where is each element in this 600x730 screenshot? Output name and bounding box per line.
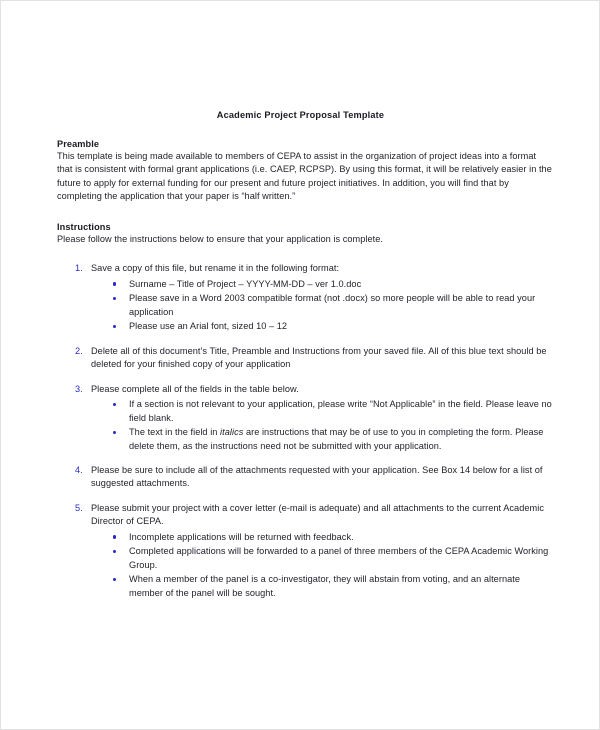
list-item-text: Please be sure to include all of the attachments requested with your application. See Box 14 below for a list of suggested attachments. xyxy=(91,464,543,489)
bullet-icon xyxy=(113,297,116,300)
list-item xyxy=(91,398,552,425)
list-item xyxy=(91,573,552,600)
instructions-lede: Please follow the instructions below to ensure that your application is complete. xyxy=(57,233,383,244)
bullet-text: When a member of the panel is a co-investigator, they will abstain from voting, and an alternate member of the panel will be sought. xyxy=(129,574,521,598)
document-body xyxy=(1,1,599,600)
list-item-number: 5. xyxy=(75,502,83,513)
bullet-icon xyxy=(113,431,116,434)
bullet-icon xyxy=(113,578,116,581)
section-spacer xyxy=(57,204,552,222)
list-item xyxy=(57,502,552,600)
list-item xyxy=(57,262,552,333)
bullet-text: Completed applications will be forwarded to a panel of three members of the CEPA Academic Working Group. xyxy=(129,546,549,570)
list-item xyxy=(91,426,552,453)
list-item-text: Save a copy of this file, but rename it in the following format: xyxy=(91,263,340,274)
bullet-text: Incomplete applications will be returned with feedback. xyxy=(129,531,354,542)
list-item xyxy=(57,383,552,453)
preamble-body: This template is being made available to members of CEPA to assist in the organization of project ideas into a format that is consistent with formal grant applications (i.e. CAEP, RCPSP). By using this format, it will be relatively easier in the future to apply for external funding for our present and future project initiatives. In addition, you will find that by completing the application that your paper is “half written.” xyxy=(57,151,552,202)
list-item xyxy=(91,292,552,319)
list-item xyxy=(91,531,552,544)
sub-bullet-list xyxy=(91,531,552,600)
list-item xyxy=(91,278,552,291)
sub-bullet-list xyxy=(91,398,552,453)
bullet-icon xyxy=(113,535,116,538)
instructions-heading: Instructions xyxy=(57,221,111,232)
bullet-text-prefix: The text in the field in xyxy=(129,427,221,438)
bullet-icon xyxy=(113,282,116,285)
bullet-icon xyxy=(113,325,116,328)
list-item xyxy=(57,464,552,491)
page-title: Academic Project Proposal Template xyxy=(216,110,385,120)
instructions-list xyxy=(57,262,552,600)
list-item-number: 2. xyxy=(75,345,83,356)
sub-bullet-list xyxy=(91,278,552,334)
bullet-icon xyxy=(113,403,116,406)
bullet-text: Please save in a Word 2003 compatible format (not .docx) so more people will be able to read your application xyxy=(129,293,536,317)
preamble-section xyxy=(57,139,552,204)
list-item xyxy=(57,345,552,372)
bullet-text-emphasis: italics xyxy=(220,427,244,438)
preamble-heading: Preamble xyxy=(57,139,100,149)
list-item-text: Please complete all of the fields in the table below. xyxy=(91,383,299,394)
bullet-text: Surname – Title of Project – YYYY-MM-DD – ver 1.0.doc xyxy=(129,278,362,289)
list-item-number: 1. xyxy=(75,263,83,274)
list-item-text: Delete all of this document’s Title, Preamble and Instructions from your saved file. All of this blue text should be deleted for your finished copy of your application xyxy=(91,345,547,370)
list-item-text: Please submit your project with a cover letter (e-mail is adequate) and all attachments to the current Academic Director of CEPA. xyxy=(91,502,544,527)
list-spacer xyxy=(57,246,552,262)
bullet-text-italic-run xyxy=(129,426,552,453)
list-item xyxy=(91,320,552,333)
bullet-text: Please use an Arial font, sized 10 – 12 xyxy=(129,321,288,332)
instructions-section xyxy=(57,222,552,246)
list-item xyxy=(91,545,552,572)
list-item-number: 3. xyxy=(75,383,83,394)
bullet-text: If a section is not relevant to your application, please write “Not Applicable” in the field. Please leave no field blank. xyxy=(129,399,552,423)
bullet-icon xyxy=(113,550,116,553)
list-item-number: 4. xyxy=(75,464,83,475)
bullet-text-suffix: are instructions that may be of use to you in completing the form. Please delete them, as the instructions need not be submitted with your application. xyxy=(129,427,544,451)
